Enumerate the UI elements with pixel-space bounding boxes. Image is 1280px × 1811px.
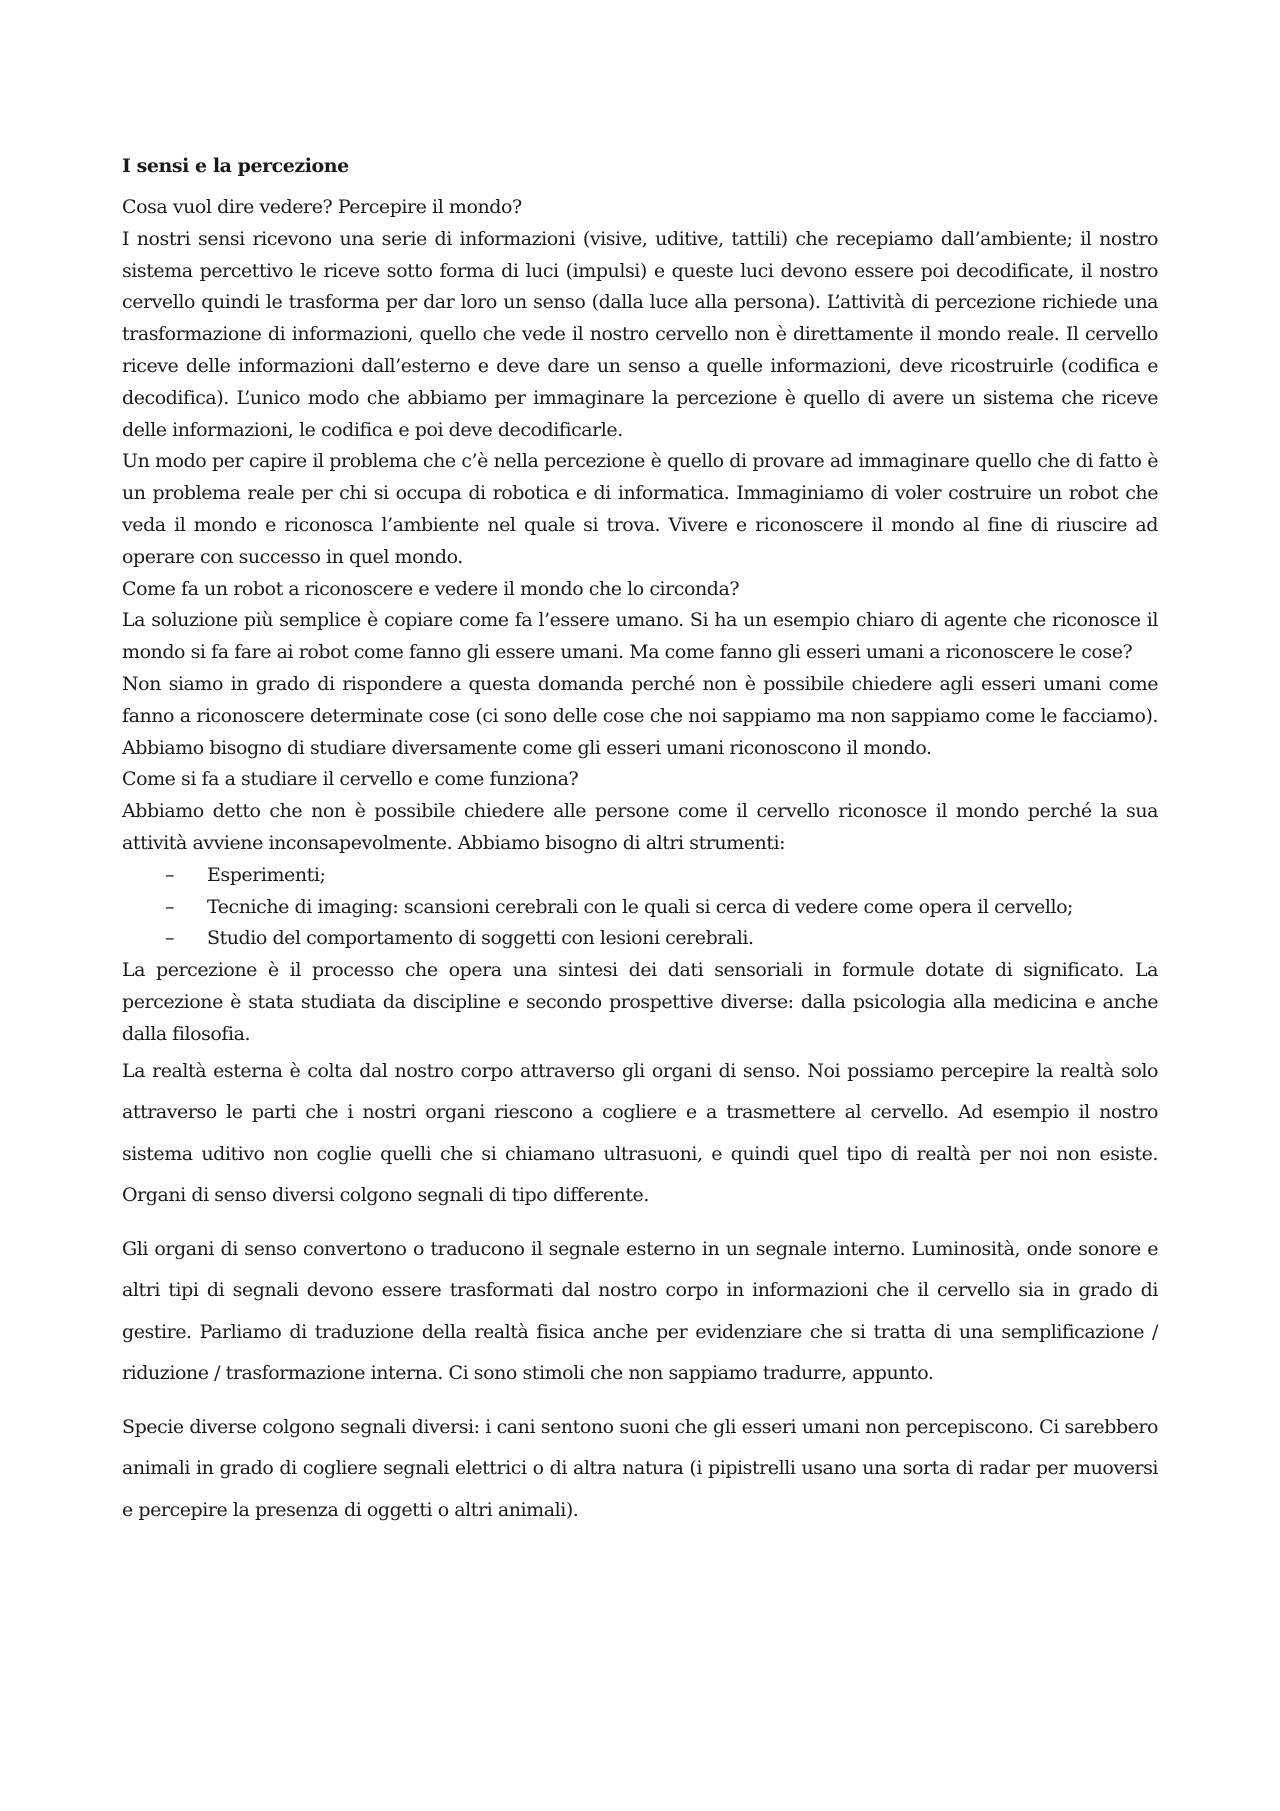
spaced-section	[122, 1051, 1158, 1532]
document-page	[122, 150, 1158, 1543]
document-title: I sensi e la percezione	[122, 155, 349, 177]
paragraph: Un modo per capire il problema che c’è nella percezione è quello di provare ad immaginare quello che di fatto è un problema reale per chi si occupa di robotica e di informatica. Immaginiamo di voler costruire un robot che veda il mondo e riconosca l’ambiente nel quale si trova. Vivere e riconoscere il mondo al fine di riuscire ad operare con successo in quel mondo.	[122, 450, 1158, 568]
list-item: – Esperimenti;	[165, 860, 1158, 892]
compact-section	[122, 192, 1158, 1051]
tools-list	[122, 860, 1158, 955]
paragraph: Non siamo in grado di rispondere a questa domanda perché non è possibile chiedere agli esseri umani come fanno a riconoscere determinate cose (ci sono delle cose che noi sappiamo ma non sappiamo come le facciamo). Abbiamo bisogno di studiare diversamente come gli esseri umani riconoscono il mondo.	[122, 672, 1158, 759]
list-item: – Studio del comportamento di soggetti con lesioni cerebrali.	[165, 923, 1158, 955]
paragraph: Cosa vuol dire vedere? Percepire il mondo?	[122, 196, 522, 218]
paragraph: La realtà esterna è colta dal nostro corpo attraverso gli organi di senso. Noi possiamo percepire la realtà solo attraverso le parti che i nostri organi riescono a cogliere e a trasmettere al cervello. Ad esempio il nostro sistema uditivo non coglie quelli che si chiamano ultrasuoni, e quindi quel tipo di realtà per noi non esiste. Organi di senso diversi colgono segnali di tipo differente.	[122, 1059, 1158, 1207]
paragraph: Abbiamo detto che non è possibile chiedere alle persone come il cervello riconosce il mondo perché la sua attività avviene inconsapevolmente. Abbiamo bisogno di altri strumenti:	[122, 800, 1158, 854]
paragraph: Come fa un robot a riconoscere e vedere il mondo che lo circonda?	[122, 577, 740, 600]
paragraph: Come si fa a studiare il cervello e come funziona?	[122, 768, 579, 791]
paragraph: I nostri sensi ricevono una serie di informazioni (visive, uditive, tattili) che recepiamo dall’ambiente; il nostro sistema percettivo le riceve sotto forma di luci (impulsi) e queste luci devono essere poi decodificate, il nostro cervello quindi le trasforma per dar loro un senso (dalla luce alla persona). L’attività di percezione richiede una trasformazione di informazioni, quello che vede il nostro cervello non è direttamente il mondo reale. Il cervello riceve delle informazioni dall’esterno e deve dare un senso a quelle informazioni, deve ricostruirle (codifica e decodifica). L’unico modo che abbiamo per immaginare la percezione è quello di avere un sistema che riceve delle informazioni, le codifica e poi deve decodificarle.	[122, 227, 1158, 441]
paragraph: Gli organi di senso convertono o traducono il segnale esterno in un segnale interno. Luminosità, onde sonore e altri tipi di segnali devono essere trasformati dal nostro corpo in informazioni che il cervello sia in grado di gestire. Parliamo di traduzione della realtà fisica anche per evidenziare che si tratta di una semplificazione / riduzione / trasformazione interna. Ci sono stimoli che non sappiamo tradurre, appunto.	[122, 1237, 1158, 1385]
paragraph: Specie diverse colgono segnali diversi: i cani sentono suoni che gli esseri umani non percepiscono. Ci sarebbero animali in grado di cogliere segnali elettrici o di altra natura (i pipistrelli usano una sorta di radar per muoversi e percepire la presenza di oggetti o altri animali).	[122, 1415, 1158, 1521]
paragraph: La percezione è il processo che opera una sintesi dei dati sensoriali in formule dotate di significato. La percezione è stata studiata da discipline e secondo prospettive diverse: dalla psicologia alla medicina e anche dalla filosofia.	[122, 959, 1158, 1045]
paragraph: La soluzione più semplice è copiare come fa l’essere umano. Si ha un esempio chiaro di agente che riconosce il mondo si fa fare ai robot come fanno gli essere umani. Ma come fanno gli esseri umani a riconoscere le cose?	[122, 609, 1158, 664]
list-item: – Tecniche di imaging: scansioni cerebrali con le quali si cerca di vedere come opera il cervello;	[165, 892, 1158, 924]
